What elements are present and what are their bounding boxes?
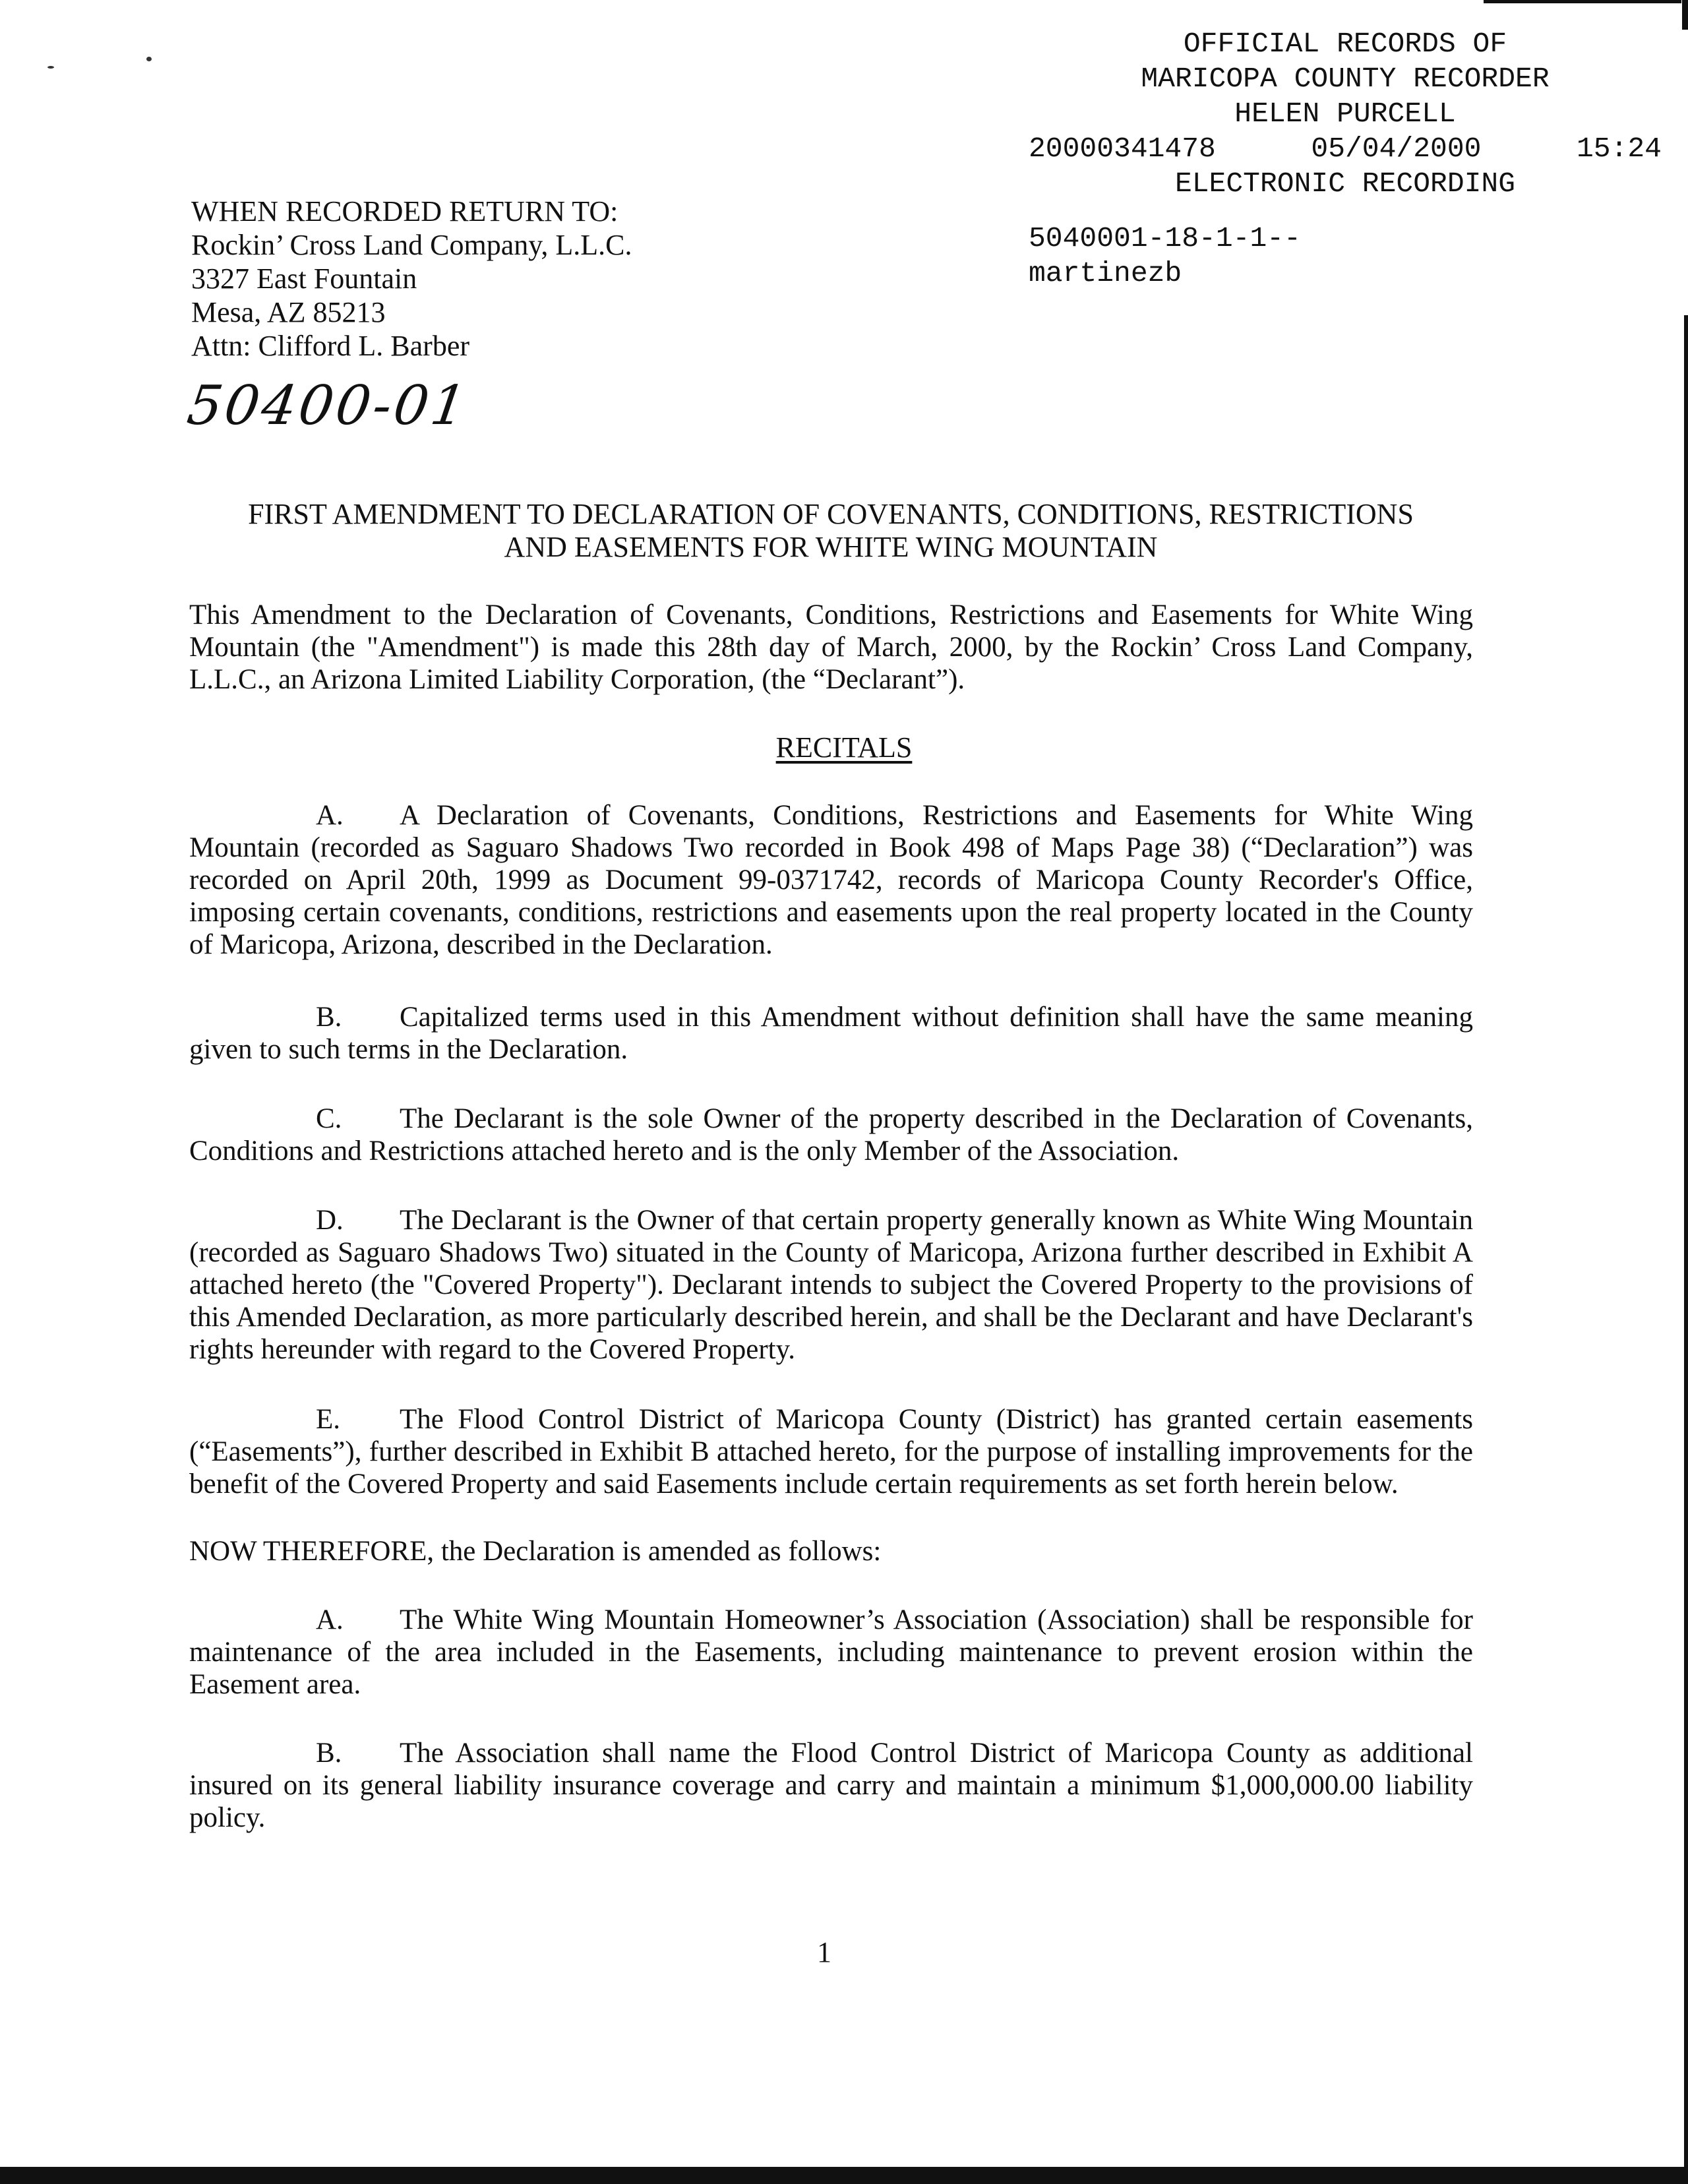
recital-c: [189, 1103, 1473, 1167]
recitals-heading: [0, 731, 1688, 764]
stamp-time: 15:24: [1576, 133, 1662, 165]
stamp-line: OFFICIAL RECORDS OF: [1183, 28, 1507, 60]
stamp-reference: 5040001-18-1-1--: [1029, 222, 1301, 255]
amendment-a: [189, 1604, 1473, 1701]
stamp-line: HELEN PURCELL: [1234, 98, 1456, 130]
recital-text: The Flood Control District of Maricopa County (District) has granted certain easements (“Easements”), further described in Exhibit B attached hereto, for the purpose of installing improvements for the benefit of the Covered Property and said Easements include certain requirements as set forth herein below.: [189, 1404, 1473, 1500]
recitals-heading-text: RECITALS: [775, 731, 913, 764]
recital-a: [189, 799, 1473, 961]
return-city: Mesa, AZ 85213: [191, 296, 386, 328]
recorder-stamp: [1029, 26, 1662, 291]
return-street: 3327 East Fountain: [191, 262, 417, 295]
stamp-clerk: martinezb: [1029, 257, 1182, 289]
amendment-label: A.: [316, 1604, 344, 1635]
page-number: 1: [817, 1936, 831, 1968]
return-heading: WHEN RECORDED RETURN TO:: [191, 195, 618, 228]
scan-edge-bottom: [0, 2167, 1688, 2184]
handwritten-note: 50400-01: [183, 375, 473, 437]
stamp-date: 05/04/2000: [1311, 133, 1482, 165]
recital-b: [189, 1001, 1473, 1066]
intro-paragraph: [189, 599, 1473, 696]
amendment-b: [189, 1737, 1473, 1834]
stamp-document-number: 20000341478: [1029, 133, 1216, 165]
return-address: [191, 195, 632, 363]
stamp-line: ELECTRONIC RECORDING: [1174, 167, 1516, 200]
stamp-record-row: [1029, 131, 1662, 166]
amendment-label: B.: [316, 1738, 342, 1769]
return-name: Rockin’ Cross Land Company, L.L.C.: [191, 229, 632, 261]
recital-e: [189, 1403, 1473, 1500]
recital-label: B.: [316, 1002, 342, 1033]
now-therefore: [189, 1535, 1473, 1567]
scan-speck: [47, 66, 54, 69]
recital-text: The Declarant is the sole Owner of the property described in the Declaration of Covenants, Conditions and Restrictions attached hereto and is the only Member of the Association.: [189, 1103, 1473, 1167]
return-attn: Attn: Clifford L. Barber: [191, 330, 469, 362]
recital-label: E.: [316, 1404, 341, 1435]
document-title: [191, 498, 1470, 564]
scan-edge-top: [1484, 0, 1681, 3]
now-therefore-text: NOW THEREFORE, the Declaration is amended as follows:: [189, 1536, 882, 1567]
title-line: FIRST AMENDMENT TO DECLARATION OF COVENANTS, CONDITIONS, RESTRICTIONS: [248, 498, 1414, 530]
amendment-text: The Association shall name the Flood Control District of Maricopa County as additional insured on its general liability insurance coverage and carry and maintain a minimum $1,000,000.00 liability policy.: [189, 1738, 1473, 1833]
title-line: AND EASEMENTS FOR WHITE WING MOUNTAIN: [504, 531, 1158, 563]
recital-text: Capitalized terms used in this Amendment without definition shall have the same meaning given to such terms in the Declaration.: [189, 1002, 1473, 1065]
intro-text: This Amendment to the Declaration of Covenants, Conditions, Restrictions and Easements for White Wing Mountain (the "Amendment") is made this 28th day of March, 2000, by the Rockin’ Cross Land Company, L.L.C., an Arizona Limited Liability Corporation, (the “Declarant”).: [189, 599, 1473, 695]
recital-label: D.: [316, 1205, 344, 1236]
scan-edge-right: [1684, 315, 1688, 2184]
recital-label: C.: [316, 1103, 342, 1134]
recital-text: A Declaration of Covenants, Conditions, Restrictions and Easements for White Wing Mountain (recorded as Saguaro Shadows Two recorded in Book 498 of Maps Page 38) (“Declaration”) was recorded on April 20th, 1999 as Document 99-0371742, records of Maricopa County Recorder's Office, imposing certain covenants, conditions, restrictions and easements upon the real property located in the County of Maricopa, Arizona, described in the Declaration.: [189, 800, 1473, 960]
amendment-text: The White Wing Mountain Homeowner’s Association (Association) shall be responsible for maintenance of the area included in the Easements, including maintenance to prevent erosion within the Easement area.: [189, 1604, 1473, 1700]
stamp-line: MARICOPA COUNTY RECORDER: [1141, 63, 1550, 95]
scan-edge-right-top: [1682, 0, 1688, 30]
recital-label: A.: [316, 800, 344, 831]
scan-speck: [146, 57, 152, 61]
recital-text: The Declarant is the Owner of that certain property generally known as White Wing Mountain (recorded as Saguaro Shadows Two) situated in the County of Maricopa, Arizona further described in Exhibit A attached hereto (the "Covered Property"). Declarant intends to subject the Covered Property to the provisions of this Amended Declaration, as more particularly described herein, and shall be the Declarant and have Declarant's rights hereunder with regard to the Covered Property.: [189, 1205, 1473, 1365]
recital-d: [189, 1204, 1473, 1366]
